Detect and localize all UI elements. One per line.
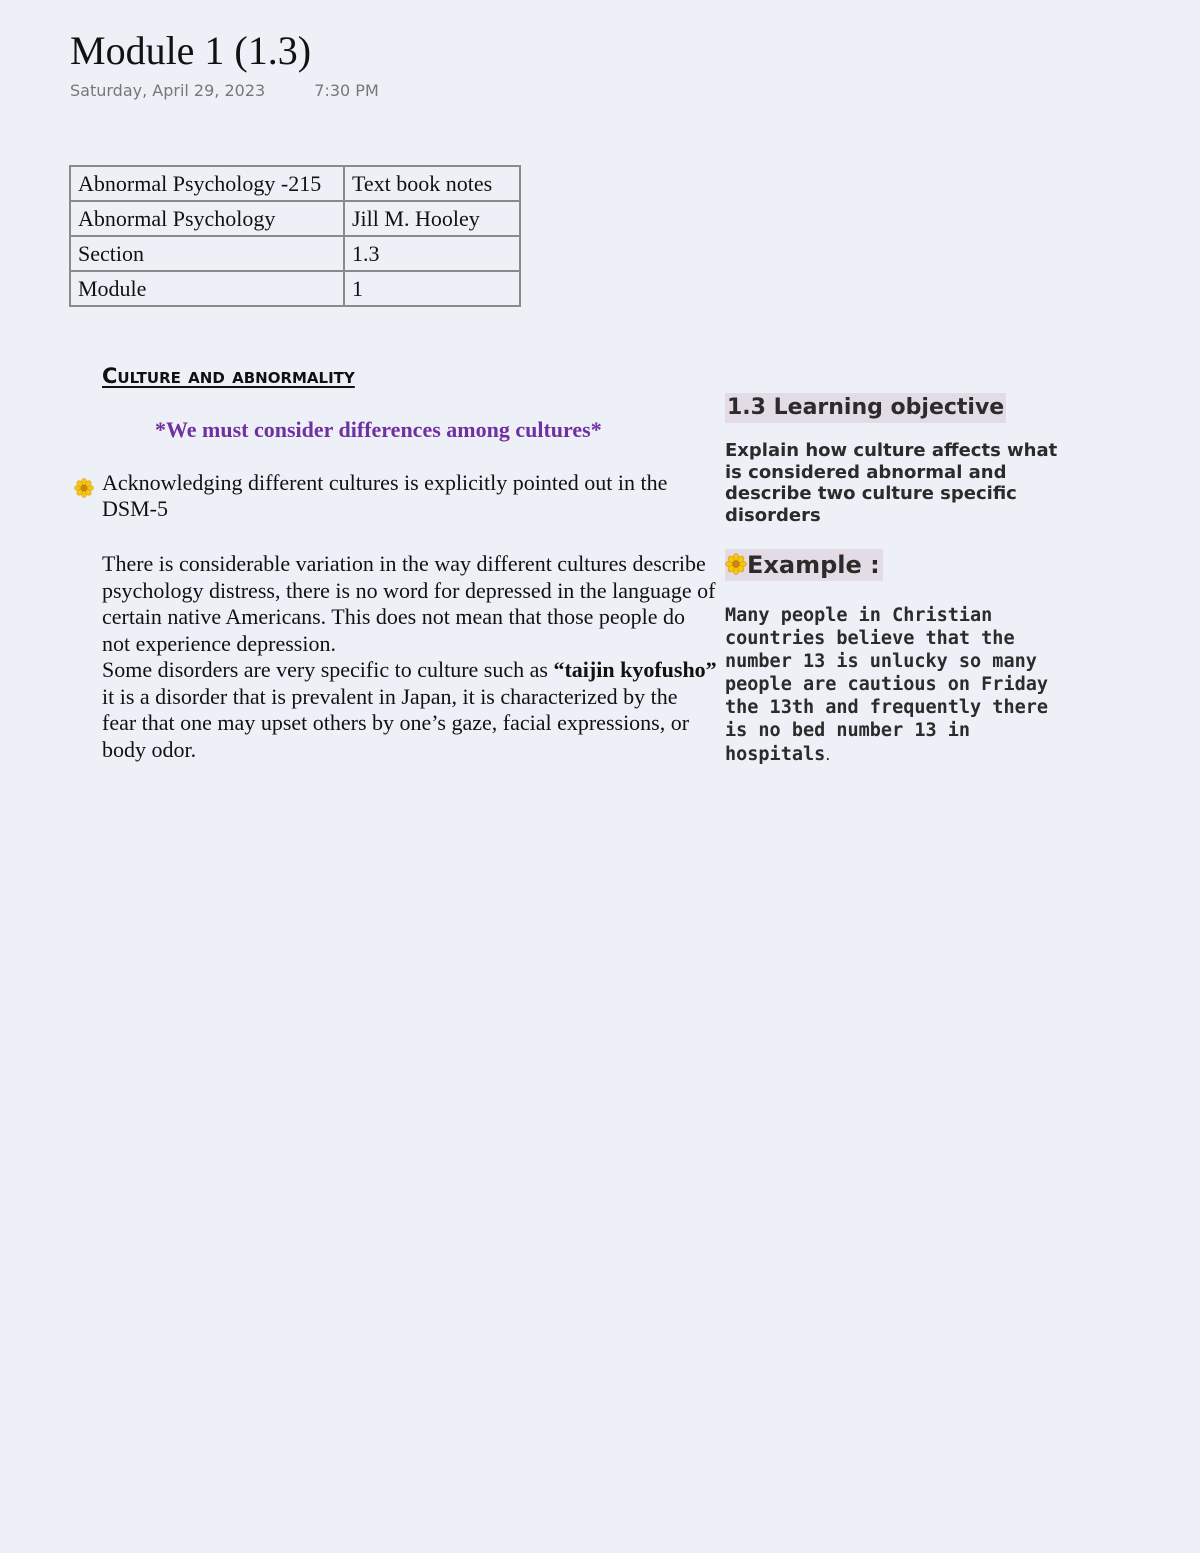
table-cell: Abnormal Psychology bbox=[70, 201, 344, 236]
flower-icon bbox=[725, 551, 745, 571]
table-cell: Section bbox=[70, 236, 344, 271]
body-paragraphs bbox=[102, 551, 717, 763]
paragraph: There is considerable variation in the way different cultures describe psychology distress, there is no word for depressed in the language of certain native Americans. This does not mean that those people do not experience depression. bbox=[102, 551, 716, 656]
table-cell: Text book notes bbox=[344, 166, 520, 201]
page-title: Module 1 (1.3) bbox=[70, 28, 312, 73]
info-table bbox=[69, 165, 521, 307]
table-cell: 1.3 bbox=[344, 236, 520, 271]
flower-icon bbox=[74, 478, 94, 498]
page-time: 7:30 PM bbox=[314, 81, 379, 100]
objective-title: 1.3 Learning objective bbox=[725, 393, 1006, 423]
table-cell: Jill M. Hooley bbox=[344, 201, 520, 236]
page-meta bbox=[70, 81, 379, 100]
table-row bbox=[70, 236, 520, 271]
table-row bbox=[70, 201, 520, 236]
paragraph bbox=[102, 657, 717, 763]
example-title bbox=[725, 549, 883, 581]
table-cell: 1 bbox=[344, 271, 520, 306]
paragraph-text: Some disorders are very specific to culture such as bbox=[102, 657, 554, 682]
page-date: Saturday, April 29, 2023 bbox=[70, 81, 266, 100]
paragraph-text: it is a disorder that is prevalent in Japan, it is characterized by the fear that one may upset others by one’s gaze, facial expressions, or body odor. bbox=[102, 683, 690, 762]
objective-text: Explain how culture affects what is considered abnormal and describe two culture specific disorders bbox=[725, 440, 1058, 526]
example-body: Many people in Christian countries believe that the number 13 is unlucky so many people are cautious on Friday the 13th and frequently there is no bed number 13 in hospitals bbox=[725, 605, 1049, 765]
quote-text: *We must consider differences among cultures* bbox=[155, 417, 602, 442]
example-title-text: Example : bbox=[747, 551, 880, 579]
bullet-text: Acknowledging different cultures is explicitly pointed out in the DSM-5 bbox=[102, 470, 668, 521]
table-row bbox=[70, 271, 520, 306]
table-row bbox=[70, 166, 520, 201]
disorder-term: “taijin kyofusho” bbox=[553, 657, 717, 682]
table-cell: Module bbox=[70, 271, 344, 306]
example-period: . bbox=[825, 743, 831, 764]
section-heading: Culture and abnormality bbox=[102, 364, 355, 388]
table-cell: Abnormal Psychology -215 bbox=[70, 166, 344, 201]
example-text bbox=[725, 604, 1070, 766]
